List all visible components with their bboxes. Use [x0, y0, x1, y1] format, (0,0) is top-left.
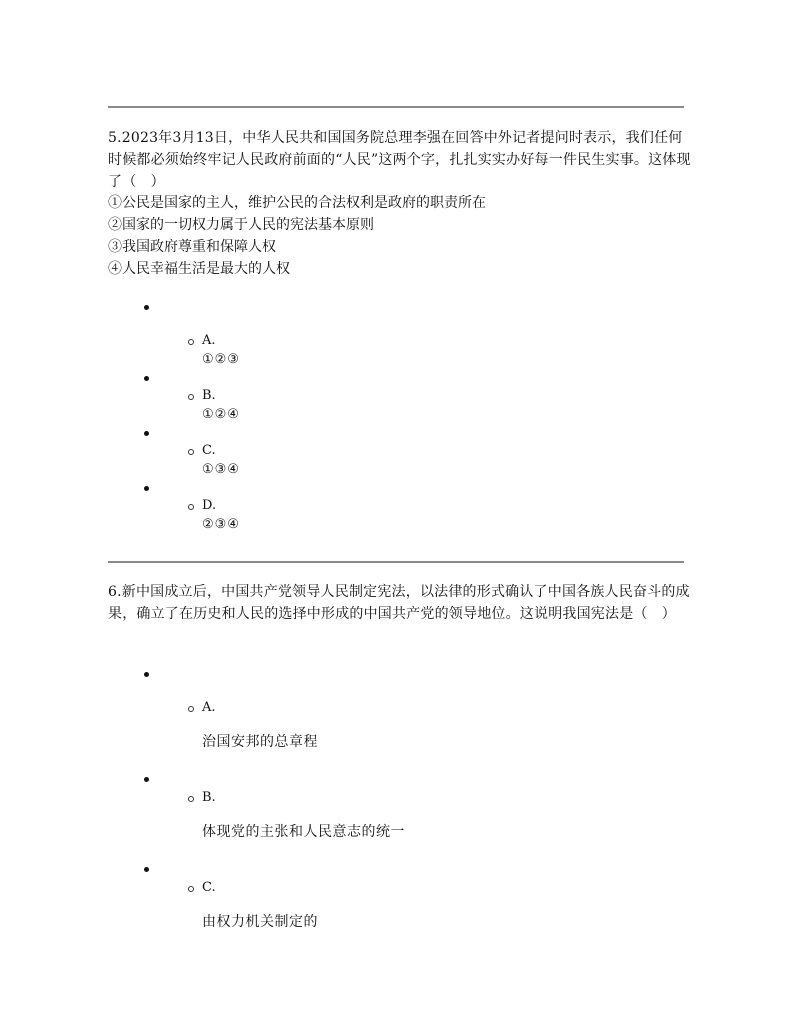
option-content: ①②④	[202, 407, 240, 422]
option-content: 治国安邦的总章程	[202, 734, 318, 750]
divider-middle	[108, 561, 684, 563]
option-letter: B.	[202, 388, 216, 403]
radio-option-b[interactable]	[188, 796, 194, 802]
bullet-icon	[144, 376, 149, 381]
divider-top	[108, 106, 684, 108]
radio-option-a[interactable]	[188, 339, 194, 345]
radio-option-c[interactable]	[188, 449, 194, 455]
radio-option-d[interactable]	[188, 504, 194, 510]
option-letter: C.	[202, 443, 216, 458]
option-content: 由权力机关制定的	[202, 914, 318, 930]
question-5-statement-1: ①公民是国家的主人，维护公民的合法权利是政府的职责所在	[108, 195, 486, 211]
option-letter: A.	[202, 333, 216, 348]
bullet-icon	[144, 486, 149, 491]
question-5-statement-2: ②国家的一切权力属于人民的宪法基本原则	[108, 217, 374, 233]
option-letter: A.	[202, 700, 216, 715]
option-letter: B.	[202, 790, 216, 805]
question-5-stem: 5.2023年3月13日，中华人民共和国国务院总理李强在回答中外记者提问时表示，我们任何时候都必须始终牢记人民政府前面的“人民”这两个字，扎扎实实办好每一件民生实事。这体现了（ ）	[108, 130, 691, 190]
option-content: 体现党的主张和人民意志的统一	[202, 824, 405, 840]
question-5-statement-3: ③我国政府尊重和保障人权	[108, 239, 276, 255]
bullet-icon	[144, 867, 149, 872]
question-6-stem: 6.新中国成立后，中国共产党领导人民制定宪法，以法律的形式确认了中国各族人民奋斗的成果，确立了在历史和人民的选择中形成的中国共产党的领导地位。这说明我国宪法是（ ）	[108, 584, 690, 622]
bullet-icon	[144, 672, 149, 677]
option-content: ②③④	[202, 517, 240, 532]
bullet-icon	[144, 777, 149, 782]
option-content: ①③④	[202, 462, 240, 477]
bullet-icon	[144, 305, 149, 310]
option-letter: D.	[202, 498, 217, 513]
option-letter: C.	[202, 880, 216, 895]
option-content: ①②③	[202, 352, 240, 367]
radio-option-c[interactable]	[188, 886, 194, 892]
radio-option-b[interactable]	[188, 394, 194, 400]
radio-option-a[interactable]	[188, 706, 194, 712]
bullet-icon	[144, 431, 149, 436]
question-5-statement-4: ④人民幸福生活是最大的人权	[108, 261, 290, 277]
